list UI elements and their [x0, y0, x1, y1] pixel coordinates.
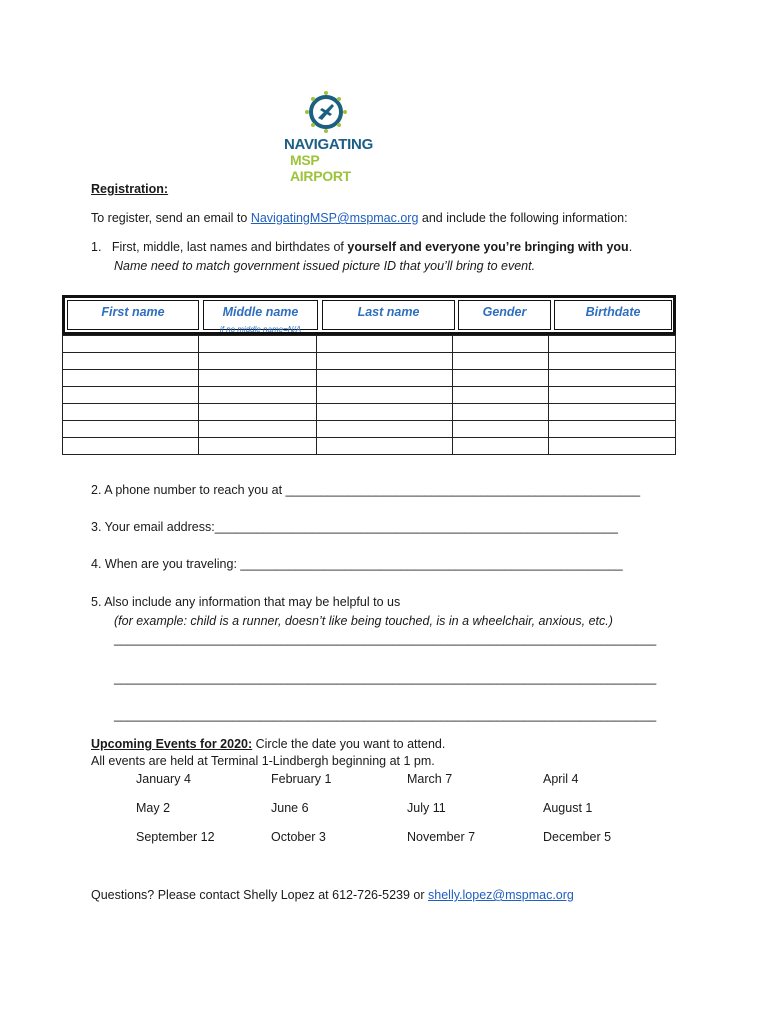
event-date[interactable]: August 1 [543, 801, 593, 815]
logo-line-2: MSP AIRPORT [290, 152, 351, 184]
table-cell[interactable] [549, 352, 676, 369]
blank-line-1: ______________________________________________________________________________ [114, 632, 657, 646]
intro-text: To register, send an email to [91, 211, 251, 225]
logo-line-1: NAVIGATING [284, 136, 373, 153]
event-date[interactable]: June 6 [271, 801, 309, 815]
item-1-bold: yourself and everyone you’re bringing with you [347, 240, 629, 254]
table-cell[interactable] [453, 403, 549, 420]
item-1 [91, 240, 632, 254]
airplane-compass-icon [280, 88, 380, 138]
event-date[interactable]: March 7 [407, 772, 453, 786]
contact-line [91, 888, 574, 902]
table-row [63, 420, 676, 437]
item-5-info: 5. Also include any information that may be helpful to us [91, 595, 401, 609]
table-cell[interactable] [63, 335, 199, 352]
registration-intro [91, 211, 628, 225]
item-2-phone: 2. A phone number to reach you at ___________________________________________________ [91, 483, 641, 497]
contact-text: Questions? Please contact Shelly Lopez at 612-726-5239 or [91, 888, 429, 902]
table-cell[interactable] [199, 335, 317, 352]
item-5-note: (for example: child is a runner, doesn’t like being touched, is in a wheelchair, anxious, etc.) [114, 614, 613, 628]
registration-heading: Registration: [91, 182, 169, 196]
blank-line-3: ______________________________________________________________________________ [114, 708, 657, 722]
table-cell[interactable] [63, 369, 199, 386]
header-middle-name [203, 300, 318, 334]
table-cell[interactable] [199, 352, 317, 369]
table-cell[interactable] [549, 403, 676, 420]
blank-line-2: ______________________________________________________________________________ [114, 671, 657, 685]
table-cell[interactable] [549, 335, 676, 352]
table-cell[interactable] [453, 352, 549, 369]
table-cell[interactable] [453, 437, 549, 454]
header-first-name: First name [67, 300, 199, 330]
event-date[interactable]: December 5 [543, 830, 612, 844]
table-cell[interactable] [549, 437, 676, 454]
event-date[interactable]: January 4 [136, 772, 191, 786]
table-cell[interactable] [317, 352, 453, 369]
table-row [63, 386, 676, 403]
table-cell[interactable] [63, 352, 199, 369]
table-cell[interactable] [199, 403, 317, 420]
event-date[interactable]: July 11 [407, 801, 446, 815]
event-date[interactable]: February 1 [271, 772, 332, 786]
item-1-number: 1. [91, 240, 102, 254]
table-cell[interactable] [317, 437, 453, 454]
table-cell[interactable] [453, 335, 549, 352]
table-cell[interactable] [317, 335, 453, 352]
navigating-msp-logo [280, 88, 380, 184]
events-note: All events are held at Terminal 1-Lindbergh beginning at 1 pm. [91, 754, 435, 768]
table-cell[interactable] [549, 369, 676, 386]
table-row [63, 403, 676, 420]
table-cell[interactable] [317, 420, 453, 437]
table-cell[interactable] [63, 403, 199, 420]
table-row [63, 352, 676, 369]
item-1-end: . [628, 240, 633, 254]
header-middle-name-note: if no middle name=N/A [219, 325, 302, 334]
table-cell[interactable] [199, 369, 317, 386]
event-date[interactable]: April 4 [543, 772, 579, 786]
item-4-travel: 4. When are you traveling: _______________________________________________________ [91, 557, 623, 571]
events-heading-row [91, 737, 445, 751]
table-row [63, 335, 676, 352]
table-cell[interactable] [453, 420, 549, 437]
table-cell[interactable] [549, 386, 676, 403]
header-last-name: Last name [322, 300, 455, 330]
intro-text-end: and include the following information: [418, 211, 628, 225]
header-middle-name-label: Middle name [222, 305, 299, 319]
table-cell[interactable] [199, 386, 317, 403]
event-date[interactable]: November 7 [407, 830, 476, 844]
events-heading: Upcoming Events for 2020: [91, 737, 253, 751]
table-row [63, 437, 676, 454]
table-row [63, 369, 676, 386]
table-cell[interactable] [63, 386, 199, 403]
event-date[interactable]: October 3 [271, 830, 326, 844]
event-date[interactable]: May 2 [136, 801, 171, 815]
table-cell[interactable] [63, 437, 199, 454]
table-cell[interactable] [453, 386, 549, 403]
item-3-email: 3. Your email address:__________________________________________________________ [91, 520, 618, 534]
table-cell[interactable] [317, 403, 453, 420]
table-cell[interactable] [63, 420, 199, 437]
events-instruction: Circle the date you want to attend. [252, 737, 446, 751]
table-cell[interactable] [199, 437, 317, 454]
item-1-text: First, middle, last names and birthdates of [111, 240, 348, 254]
event-date[interactable]: September 12 [136, 830, 215, 844]
table-cell[interactable] [317, 386, 453, 403]
header-birthdate: Birthdate [554, 300, 672, 330]
table-header [62, 295, 676, 335]
registration-email-link[interactable]: NavigatingMSP@mspmac.org [250, 211, 419, 225]
contact-email-link[interactable]: shelly.lopez@mspmac.org [428, 888, 574, 902]
table-cell[interactable] [199, 420, 317, 437]
table-cell[interactable] [317, 369, 453, 386]
item-1-note: Name need to match government issued picture ID that you’ll bring to event. [114, 259, 536, 273]
table-cell[interactable] [549, 420, 676, 437]
header-gender: Gender [458, 300, 551, 330]
table-cell[interactable] [453, 369, 549, 386]
